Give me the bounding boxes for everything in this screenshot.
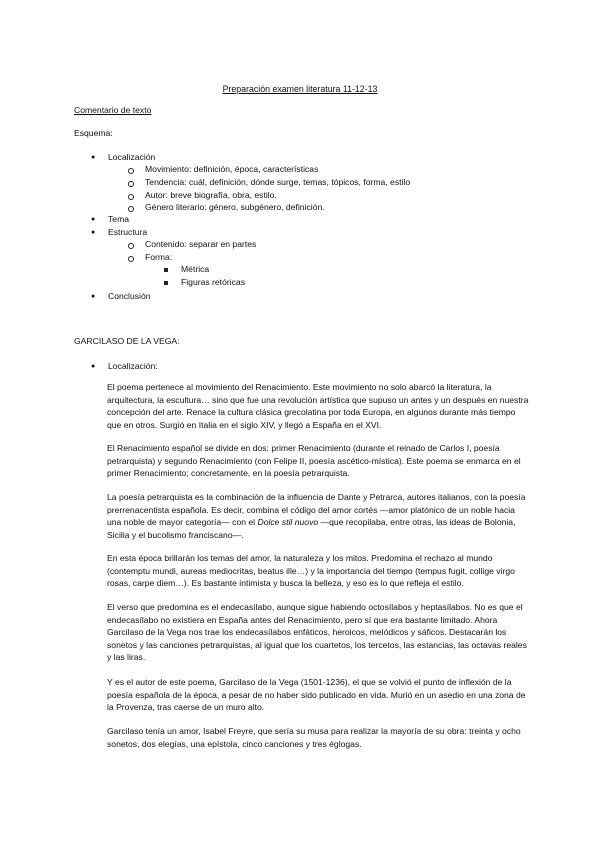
circle-bullet-icon: [128, 194, 134, 200]
circle-bullet-icon: [128, 181, 134, 187]
list-item-genero: Género literario: género, subgénero, definición.: [145, 202, 325, 212]
dolce-stil-nuovo: Dolce stil nuovo: [257, 517, 319, 527]
circle-bullet-icon: [128, 256, 134, 262]
square-bullet-icon: [164, 281, 168, 285]
bullet-icon: ●: [91, 154, 96, 161]
circle-bullet-icon: [128, 206, 134, 212]
paragraph-3-part-b: —que recopilaba, entre otras, las ideas de Bolonia, Sicilia y el bucolismo franciscano—.: [107, 517, 516, 540]
list-item-autor: Autor: breve biografía, obra, estilo.: [145, 190, 277, 200]
paragraph-5-text: El verso que predomina es el endecasílabo, aunque sigue habiendo octosílabos y heptasílabos. No es que el endecasílabo no existiera en España antes del Renacimiento, pero sí que era bastante limitado. Ahora Garcilaso de la Vega nos trae los endecasílabos enfáticos, heroicos, melódicos y sáficos. Destacarán los sonetos y las canciones petrarquistas, al igual que los cuartetos, los tercetos, las estancias, las octavas reales y las liras.: [107, 602, 527, 662]
localizacion-label: Localización:: [108, 361, 158, 371]
paragraph-2: [107, 442, 529, 480]
list-item-estructura: Estructura: [108, 227, 148, 237]
bullet-icon: ●: [91, 363, 96, 370]
paragraph-3-text: [107, 491, 529, 541]
list-item-tendencia: Tendencia: cuál, definición, dónde surge, temas, tópicos, forma, estilo: [145, 177, 411, 187]
list-item-figuras: Figuras retóricas: [181, 277, 245, 287]
list-item-tema: Tema: [108, 214, 130, 224]
list-item-contenido: Contenido: separar en partes: [145, 239, 257, 249]
paragraph-1: [107, 381, 529, 431]
list-item-metrica: Métrica: [181, 264, 210, 274]
circle-bullet-icon: [128, 243, 134, 249]
garcilaso-heading: GARCILASO DE LA VEGA:: [74, 336, 180, 346]
comentario-heading: Comentario de texto: [74, 105, 152, 115]
paragraph-1-text: El poema pertenece al movimiento del Renacimiento. Este movimiento no solo abarcó la literatura, la arquitectura, la escultura… sino que fue una revolución artística que supuso un antes y un después en nuestra concepción del arte. Renace la cultura clásica grecolatina por toda Europa, en algunos durante más tiempo que en otros. Surgió en Italia en el siglo XIV, y llegó a España en el XVI.: [107, 382, 529, 430]
esquema-label: Esquema:: [74, 128, 113, 138]
paragraph-4-text: En esta época brillarán los temas del amor, la naturaleza y los mitos. Predomina el rechazo al mundo (contemptu mundi, aureas mediocritas, beatus ille…) y la importancia del tiempo (tempus fugit, collige virgo rosas, carpe diem…). Es bastante intimista y busca la belleza, y eso es lo que refleja el estilo.: [107, 553, 515, 588]
paragraph-7-text: Garcilaso tenía un amor, Isabel Freyre, que sería su musa para realizar la mayoría de su obra: treinta y ocho sonetos, dos elegías, una epístola, cinco canciones y tres églogas.: [107, 726, 521, 749]
paragraph-3: [107, 491, 529, 541]
list-item-conclusion: Conclusión: [108, 291, 151, 301]
square-bullet-icon: [164, 268, 168, 272]
page-title: Preparación examen literatura 11-12-13: [222, 84, 378, 94]
bullet-icon: ●: [91, 216, 96, 223]
list-item-movimiento: Movimiento: definición, época, características: [145, 164, 319, 174]
paragraph-5: [107, 601, 529, 664]
paragraph-6-text: Y es el autor de este poema, Garcilaso de la Vega (1501-1236), el que se volvió el punto de inflexión de la poesía española de la época, a pesar de no haber sido publicado en vida. Murió en un asedio en una zona de la Provenza, tras caerse de un muro alto.: [107, 677, 526, 712]
paragraph-4: [107, 552, 529, 590]
bullet-icon: ●: [91, 229, 96, 236]
paragraph-6: [107, 676, 529, 714]
list-item-forma: Forma:: [145, 252, 173, 262]
bullet-icon: ●: [91, 293, 96, 300]
list-item-localizacion: Localización: [108, 152, 156, 162]
paragraph-7: [107, 725, 529, 750]
paragraph-3-part-a: La poesía petrarquista es la combinación de la influencia de Dante y Petrarca, autores italianos, con la poesía prerrenacentista española. Es decir, combina el código del amor cortés —amor platónico de un noble hacia una noble de mayor categoría— con el: [107, 492, 526, 527]
circle-bullet-icon: [128, 168, 134, 174]
paragraph-2-text: El Renacimiento español se divide en dos: primer Renacimiento (durante el reinado de Carlos I, poesía petrarquista) y segundo Renacimiento (con Felipe II, poesía ascético-mística). Este poema se enmarca en el primer Renacimiento; concretamente, en la poesía petrarquista.: [107, 443, 521, 478]
